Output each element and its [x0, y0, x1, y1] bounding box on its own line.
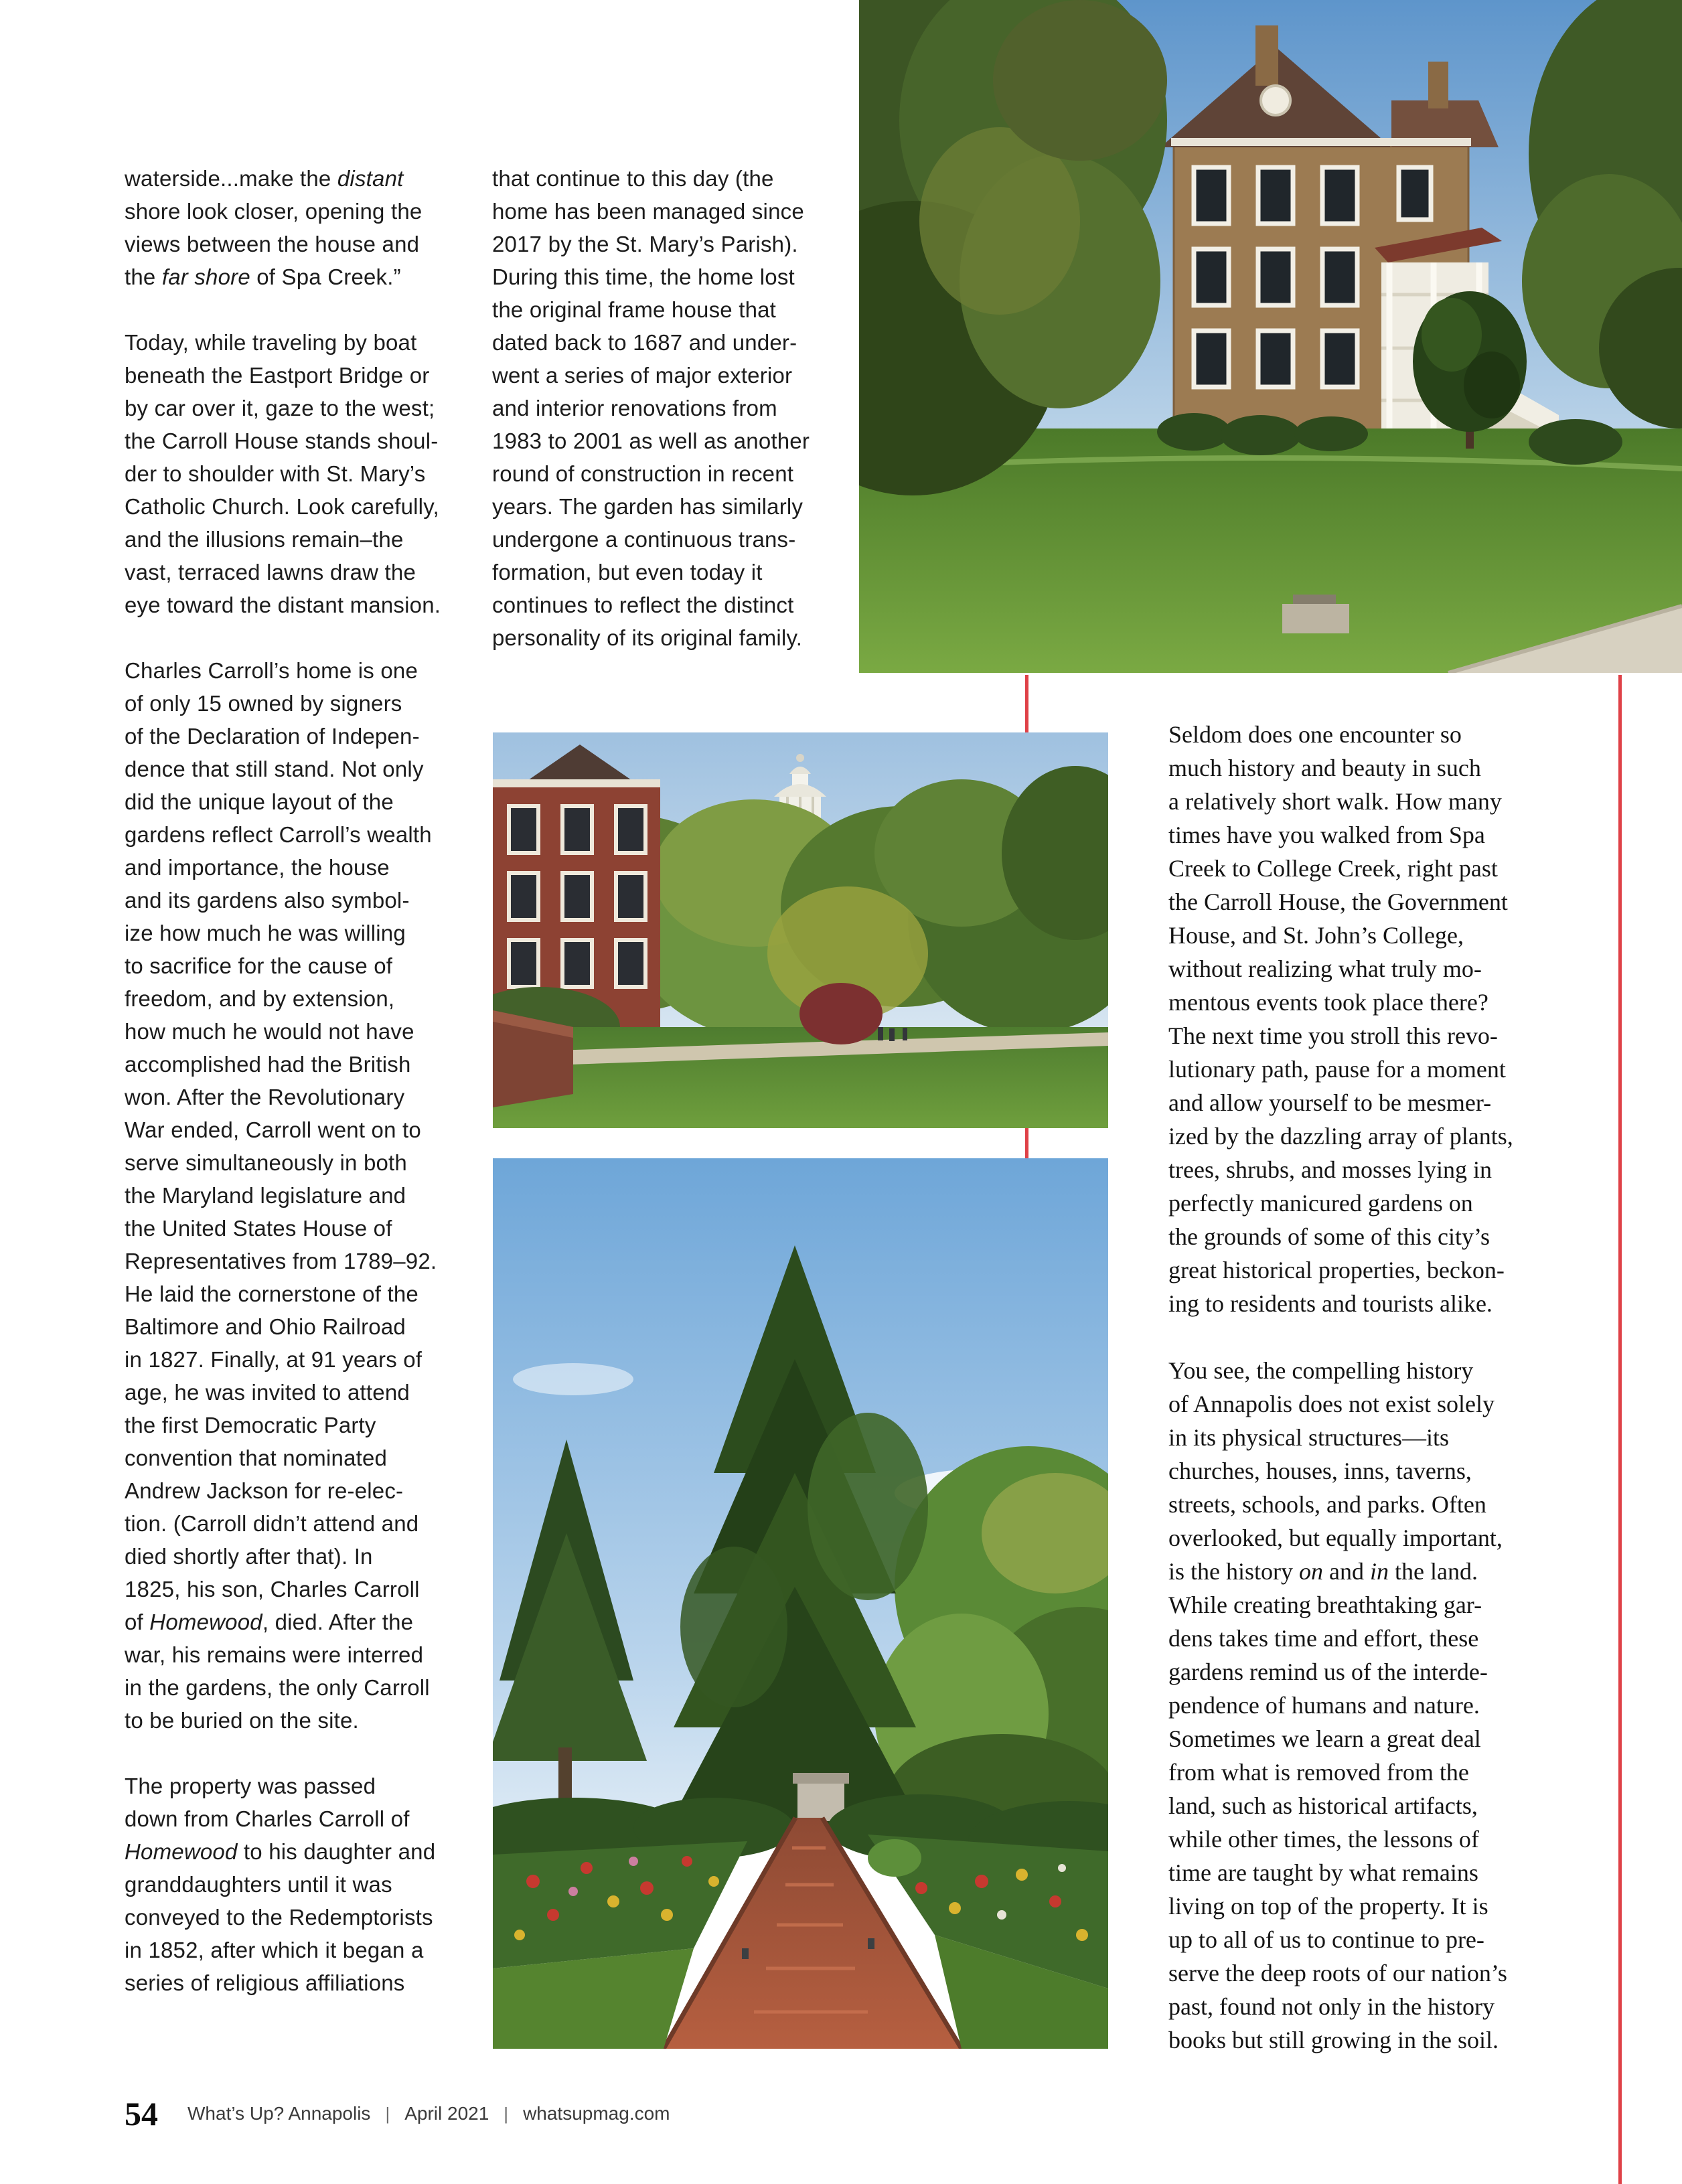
text-line: ing to residents and tourists alike. — [1168, 1290, 1493, 1317]
paragraph — [125, 162, 459, 293]
paragraph — [1168, 718, 1617, 1320]
text-line: and importance, the house — [125, 855, 390, 880]
text-line: der to shoulder with St. Mary’s — [125, 461, 426, 486]
figures — [878, 1027, 907, 1041]
text-line: Today, while traveling by boat — [125, 330, 417, 355]
text-line: is the history on and in the land. — [1168, 1558, 1478, 1585]
text-line: without realizing what truly mo- — [1168, 955, 1482, 982]
text-line: age, he was invited to attend — [125, 1380, 410, 1405]
text-line: of Annapolis does not exist solely — [1168, 1391, 1495, 1417]
text-line: freedom, and by extension, — [125, 986, 395, 1011]
footer-separator: | — [385, 2103, 390, 2124]
text-line: conveyed to the Redemptorists — [125, 1905, 433, 1930]
text-line: home has been managed since — [492, 199, 804, 224]
text-line: ized by the dazzling array of plants, — [1168, 1123, 1513, 1150]
text-line: formation, but even today it — [492, 560, 763, 584]
text-line: 2017 by the St. Mary’s Parish). — [492, 232, 798, 256]
burgundy-shrub — [799, 983, 883, 1044]
paragraph — [125, 1770, 459, 1999]
text-line: ize how much he was willing — [125, 921, 406, 945]
text-line: dated back to 1687 and under- — [492, 330, 797, 355]
text-line: While creating breathtaking gar- — [1168, 1591, 1482, 1618]
text-line: in 1827. Finally, at 91 years of — [125, 1347, 423, 1372]
text-line: serve the deep roots of our nation’s — [1168, 1960, 1507, 1986]
text-line: Baltimore and Ohio Railroad — [125, 1314, 406, 1339]
text-line: The property was passed — [125, 1774, 376, 1798]
text-line: that continue to this day (the — [492, 166, 774, 191]
text-line: times have you walked from Spa — [1168, 822, 1485, 848]
text-line: Seldom does one encounter so — [1168, 721, 1462, 748]
text-line: in the gardens, the only Carroll — [125, 1675, 430, 1700]
paragraph — [125, 326, 459, 621]
text-line: accomplished had the British — [125, 1052, 411, 1077]
text-line: lutionary path, pause for a moment — [1168, 1056, 1506, 1083]
footer-separator: | — [504, 2103, 509, 2124]
text-line: time are taught by what remains — [1168, 1859, 1478, 1886]
text-line: by car over it, gaze to the west; — [125, 396, 435, 420]
footer-issue: April 2021 — [404, 2103, 489, 2124]
text-line: trees, shrubs, and mosses lying in — [1168, 1156, 1492, 1183]
text-line: Catholic Church. Look carefully, — [125, 494, 439, 519]
text-line: tion. (Carroll didn’t attend and — [125, 1511, 419, 1536]
text-line: Representatives from 1789–92. — [125, 1249, 437, 1273]
text-line: and its gardens also symbol- — [125, 888, 410, 913]
text-line: war, his remains were interred — [125, 1642, 424, 1667]
paragraph — [492, 162, 820, 654]
text-line: the original frame house that — [492, 297, 777, 322]
text-line: serve simultaneously in both — [125, 1150, 407, 1175]
text-line: Homewood to his daughter and — [125, 1839, 436, 1864]
text-line: perfectly manicured gardens on — [1168, 1190, 1473, 1217]
text-line: The next time you stroll this revo- — [1168, 1022, 1498, 1049]
page-footer — [125, 2094, 670, 2133]
text-line: During this time, the home lost — [492, 264, 795, 289]
page-number: 54 — [125, 2095, 158, 2132]
text-line: in its physical structures—its — [1168, 1424, 1449, 1451]
photo-carroll-house — [859, 0, 1682, 673]
text-line: the Maryland legislature and — [125, 1183, 406, 1208]
text-line: gardens reflect Carroll’s wealth — [125, 822, 432, 847]
text-line: great historical properties, beckon- — [1168, 1257, 1505, 1283]
text-line: waterside...make the distant — [125, 166, 404, 191]
text-line: and the illusions remain–the — [125, 527, 404, 552]
building-windows — [509, 806, 645, 987]
text-line: to be buried on the site. — [125, 1708, 359, 1733]
text-line: Sometimes we learn a great deal — [1168, 1725, 1481, 1752]
text-line: undergone a continuous trans- — [492, 527, 796, 552]
text-line: House, and St. John’s College, — [1168, 922, 1464, 949]
text-line: past, found not only in the history — [1168, 1993, 1495, 2020]
text-line: overlooked, but equally important, — [1168, 1525, 1503, 1551]
text-line: a relatively short walk. How many — [1168, 788, 1502, 815]
text-line: of Homewood, died. After the — [125, 1610, 414, 1634]
photo-garden-path — [493, 1158, 1108, 2049]
paragraph — [1168, 1354, 1617, 2057]
text-line: books but still growing in the soil. — [1168, 2027, 1499, 2053]
text-line: down from Charles Carroll of — [125, 1806, 410, 1831]
text-line: 1825, his son, Charles Carroll — [125, 1577, 420, 1602]
text-line: granddaughters until it was — [125, 1872, 392, 1897]
text-line: views between the house and — [125, 232, 420, 256]
text-line: the first Democratic Party — [125, 1413, 376, 1437]
text-line: won. After the Revolutionary — [125, 1085, 405, 1109]
text-line: the United States House of — [125, 1216, 392, 1241]
text-line: He laid the cornerstone of the — [125, 1281, 418, 1306]
text-line: went a series of major exterior — [492, 363, 793, 388]
text-line: vast, terraced lawns draw the — [125, 560, 416, 584]
text-line: did the unique layout of the — [125, 789, 394, 814]
text-line: the Carroll House, the Government — [1168, 888, 1508, 915]
text-line: land, such as historical artifacts, — [1168, 1792, 1478, 1819]
text-line: 1983 to 2001 as well as another — [492, 428, 810, 453]
text-line: series of religious affiliations — [125, 1970, 405, 1995]
text-line: convention that nominated — [125, 1446, 388, 1470]
text-line: You see, the compelling history — [1168, 1357, 1474, 1384]
red-column-rule-right — [1618, 675, 1622, 2184]
text-line: of only 15 owned by signers — [125, 691, 402, 716]
text-line: living on top of the property. It is — [1168, 1893, 1488, 1920]
left-flowerbed — [493, 1841, 747, 1968]
text-line: mentous events took place there? — [1168, 989, 1488, 1016]
text-line: round of construction in recent — [492, 461, 794, 486]
text-line: pendence of humans and nature. — [1168, 1692, 1480, 1719]
text-line: of the Declaration of Indepen- — [125, 724, 420, 749]
text-line: shore look closer, opening the — [125, 199, 423, 224]
text-line: how much he would not have — [125, 1019, 414, 1044]
text-line: the far shore of Spa Creek.” — [125, 264, 401, 289]
text-line: streets, schools, and parks. Often — [1168, 1491, 1486, 1518]
text-line: Charles Carroll’s home is one — [125, 658, 418, 683]
text-line: personality of its original family. — [492, 625, 803, 650]
garden-illustration — [493, 1158, 1108, 2049]
text-line: Andrew Jackson for re-elec- — [125, 1478, 404, 1503]
article-column-2 — [492, 162, 820, 654]
text-line: from what is removed from the — [1168, 1759, 1469, 1786]
text-line: continues to reflect the distinct — [492, 593, 794, 617]
carroll-house-illustration — [859, 0, 1682, 673]
paragraph — [125, 654, 459, 1737]
text-line: eye toward the distant mansion. — [125, 593, 441, 617]
text-line: the Carroll House stands shoul- — [125, 428, 439, 453]
text-line: beneath the Eastport Bridge or — [125, 363, 430, 388]
text-line: gardens remind us of the interde- — [1168, 1658, 1488, 1685]
text-line: years. The garden has similarly — [492, 494, 804, 519]
text-line: and allow yourself to be mesmer- — [1168, 1089, 1492, 1116]
footer-magazine: What’s Up? Annapolis — [187, 2103, 371, 2124]
brick-wall-corner — [493, 1010, 573, 1107]
text-line: and interior renovations from — [492, 396, 777, 420]
text-line: much history and beauty in such — [1168, 755, 1481, 781]
text-line: in 1852, after which it began a — [125, 1938, 424, 1962]
text-line: War ended, Carroll went on to — [125, 1117, 421, 1142]
footer-website: whatsupmag.com — [523, 2103, 670, 2124]
text-line: died shortly after that). In — [125, 1544, 373, 1569]
photo-campus-dome — [493, 732, 1108, 1128]
text-line: the grounds of some of this city’s — [1168, 1223, 1490, 1250]
text-line: to sacrifice for the cause of — [125, 953, 393, 978]
text-line: while other times, the lessons of — [1168, 1826, 1479, 1853]
article-column-1 — [125, 162, 459, 1999]
text-line: dence that still stand. Not only — [125, 757, 424, 781]
article-column-3 — [1168, 718, 1617, 2057]
text-line: churches, houses, inns, taverns, — [1168, 1458, 1472, 1484]
campus-illustration — [493, 732, 1108, 1128]
text-line: dens takes time and effort, these — [1168, 1625, 1479, 1652]
text-line: Creek to College Creek, right past — [1168, 855, 1498, 882]
footer-text — [187, 2103, 670, 2124]
text-line: up to all of us to continue to pre- — [1168, 1926, 1484, 1953]
